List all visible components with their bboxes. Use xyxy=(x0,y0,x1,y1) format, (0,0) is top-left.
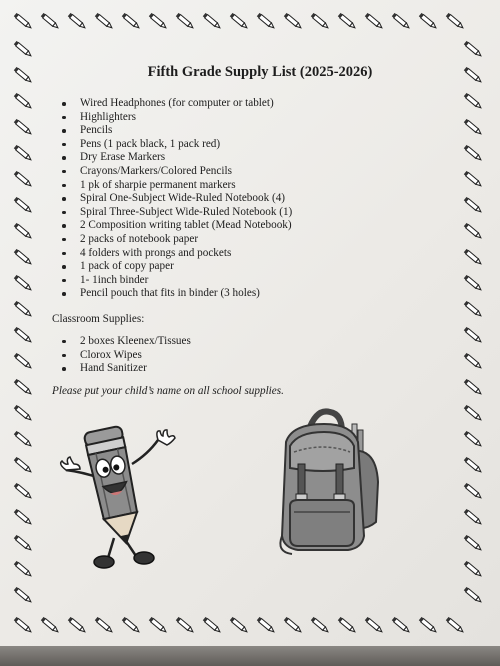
pencil-icon xyxy=(230,13,249,30)
pencil-icon xyxy=(203,13,222,30)
pencil-icon xyxy=(464,41,483,58)
pencil-icon xyxy=(464,405,483,422)
pencil-icon xyxy=(464,535,483,552)
classroom-supplies-heading: Classroom Supplies: xyxy=(52,312,145,325)
pencil-icon xyxy=(464,327,483,344)
pencil-icon xyxy=(446,617,465,634)
pencil-icon xyxy=(338,617,357,634)
list-item: Spiral One-Subject Wide-Ruled Notebook (4) xyxy=(58,192,458,206)
pencil-icon xyxy=(464,93,483,110)
pencil-icon xyxy=(464,197,483,214)
pencil-icon xyxy=(41,13,60,30)
pencil-icon xyxy=(464,301,483,318)
pencil-icon xyxy=(464,275,483,292)
pencil-icon xyxy=(14,483,33,500)
pencil-icon xyxy=(41,617,60,634)
pencil-icon xyxy=(122,13,141,30)
pencil-icon xyxy=(230,617,249,634)
pencil-icon xyxy=(464,223,483,240)
list-item: Clorox Wipes xyxy=(58,349,458,363)
pencil-icon xyxy=(176,617,195,634)
pencil-icon xyxy=(14,353,33,370)
pencil-icon xyxy=(464,587,483,604)
pencil-icon xyxy=(14,457,33,474)
pencil-icon xyxy=(464,379,483,396)
pencil-icon xyxy=(14,535,33,552)
list-item: Highlighters xyxy=(58,111,458,125)
pencil-icon xyxy=(14,379,33,396)
pencil-icon xyxy=(284,617,303,634)
list-item: 1 pack of copy paper xyxy=(58,260,458,274)
pencil-icon xyxy=(284,13,303,30)
pencil-icon xyxy=(95,13,114,30)
list-item: Dry Erase Markers xyxy=(58,151,458,165)
table-surface xyxy=(0,646,500,666)
pencil-icon xyxy=(392,617,411,634)
pencil-icon xyxy=(464,171,483,188)
pencil-icon xyxy=(464,561,483,578)
pencil-icon xyxy=(149,617,168,634)
list-item: 1 pk of sharpie permanent markers xyxy=(58,179,458,193)
list-item: 2 Composition writing tablet (Mead Notebook) xyxy=(58,219,458,233)
pencil-icon xyxy=(257,13,276,30)
list-item: 1- 1inch binder xyxy=(58,274,458,288)
pencil-icon xyxy=(464,509,483,526)
pencil-icon xyxy=(446,13,465,30)
pencil-icon xyxy=(14,197,33,214)
pencil-icon xyxy=(338,13,357,30)
pencil-icon xyxy=(14,13,33,30)
pencil-icon xyxy=(14,119,33,136)
pencil-icon xyxy=(464,249,483,266)
pencil-icon xyxy=(311,13,330,30)
list-item: Crayons/Markers/Colored Pencils xyxy=(58,165,458,179)
pencil-icon xyxy=(14,223,33,240)
pencil-icon xyxy=(14,431,33,448)
list-item: Pencils xyxy=(58,124,458,138)
pencil-icon xyxy=(149,13,168,30)
pencil-icon xyxy=(203,617,222,634)
pencil-icon xyxy=(419,617,438,634)
pencil-icon xyxy=(14,561,33,578)
supply-items xyxy=(48,97,458,301)
pencil-icon xyxy=(95,617,114,634)
pencil-icon xyxy=(464,353,483,370)
pencil-icon xyxy=(14,171,33,188)
pencil-icon xyxy=(14,93,33,110)
pencil-icon xyxy=(464,119,483,136)
pencil-icon xyxy=(365,617,384,634)
pencil-icon xyxy=(464,457,483,474)
page-title: Fifth Grade Supply List (2025-2026) xyxy=(147,64,373,80)
classroom-supply-items xyxy=(48,335,458,376)
pencil-icon xyxy=(14,249,33,266)
pencil-icon xyxy=(257,617,276,634)
pencil-icon xyxy=(14,617,33,634)
pencil-icon xyxy=(68,13,87,30)
list-item: Pencil pouch that fits in binder (3 holes) xyxy=(58,287,458,301)
list-item: Spiral Three-Subject Wide-Ruled Notebook (1) xyxy=(58,206,458,220)
pencil-icon xyxy=(464,67,483,84)
pencil-icon xyxy=(14,41,33,58)
pencil-icon xyxy=(122,617,141,634)
pencil-icon xyxy=(68,617,87,634)
name-reminder-note: Please put your child’s name on all school supplies. xyxy=(52,384,284,397)
pencil-icon xyxy=(464,483,483,500)
pencil-icon xyxy=(14,405,33,422)
pencil-icon xyxy=(419,13,438,30)
cartoon-pencil-character xyxy=(52,420,192,580)
pencil-icon xyxy=(14,301,33,318)
pencil-icon xyxy=(311,617,330,634)
pencil-icon xyxy=(464,145,483,162)
pencil-icon xyxy=(14,275,33,292)
backpack-illustration xyxy=(268,402,398,562)
list-item: Hand Sanitizer xyxy=(58,362,458,376)
pencil-icon xyxy=(392,13,411,30)
list-item: Pens (1 pack black, 1 pack red) xyxy=(58,138,458,152)
list-item: 4 folders with prongs and pockets xyxy=(58,247,458,261)
list-item: Wired Headphones (for computer or tablet) xyxy=(58,97,458,111)
pencil-icon xyxy=(365,13,384,30)
list-item: 2 packs of notebook paper xyxy=(58,233,458,247)
pencil-icon xyxy=(14,587,33,604)
pencil-icon xyxy=(464,431,483,448)
supply-list xyxy=(48,64,458,397)
pencil-icon xyxy=(14,509,33,526)
pencil-icon xyxy=(14,327,33,344)
pencil-icon xyxy=(176,13,195,30)
list-item: 2 boxes Kleenex/Tissues xyxy=(58,335,458,349)
pencil-icon xyxy=(14,145,33,162)
pencil-icon xyxy=(14,67,33,84)
